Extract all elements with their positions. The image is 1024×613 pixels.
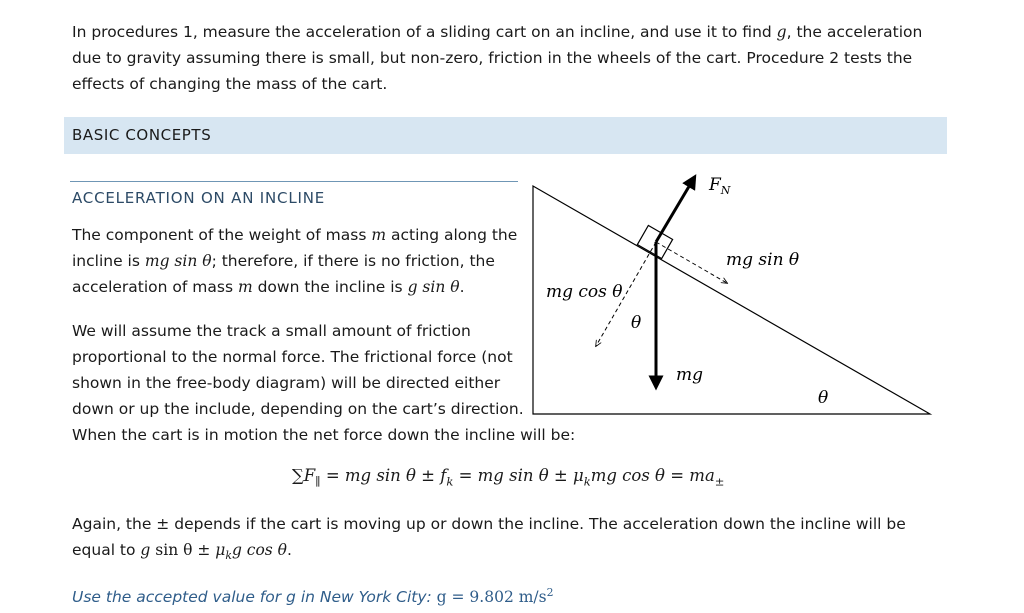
subsection-rule [70, 181, 518, 182]
section-header-bar [64, 117, 947, 154]
subsection-title: ACCELERATION ON AN INCLINE [72, 189, 325, 207]
acceleration-paragraph: Again, the ± depends if the cart is moving up or down the incline. The acceleration down the incline will be equal to g $\sin \theta \pm \mu_kg$ cos θ. [72, 515, 906, 563]
friction-paragraph: We will assume the track a small amount of friction proportional to the normal force. The frictional force (not shown in the free-body diagram) will be directed either down or up the include, depending on the cart’s direction. [72, 322, 524, 418]
net-force-paragraph: When the cart is in motion the net force down the incline will be: [72, 426, 576, 444]
angle-label-center: θ [631, 313, 642, 333]
angle-label-corner: θ [818, 388, 829, 408]
normal-force-label: $F_N$ [709, 175, 731, 197]
accepted-g-note: Use the accepted value for g in New York City: g = 9.802 $m/s^2$ [72, 586, 554, 607]
net-force-equation: $\sum F_\parallel$ = mg $\sin \theta \pm f_k$ = mg $\sin \theta \pm \mu_kmg$ $\cos \theta = ma_\pm$ [292, 466, 725, 489]
weight-label: mg [676, 365, 704, 385]
weight-component-paragraph: The component of the weight of mass m acting along the incline is mg sin θ; therefore, if there is no friction, the acceleration of mass m down the incline is g sin θ. [72, 226, 518, 296]
free-body-diagram [520, 168, 940, 430]
intro-paragraph: In procedures 1, measure the acceleration of a sliding cart on an incline, and use it to find g, the acceleration due to gravity assuming there is small, but non-zero, friction in the wheels of the cart. Procedure 2 tests the effects of changing the mass of the cart. [72, 23, 923, 93]
parallel-component-label: mg sin θ [726, 250, 800, 270]
section-title: BASIC CONCEPTS [72, 126, 212, 144]
normal-force-arrow [656, 178, 694, 242]
perpendicular-component-label: mg cos θ [546, 282, 623, 302]
